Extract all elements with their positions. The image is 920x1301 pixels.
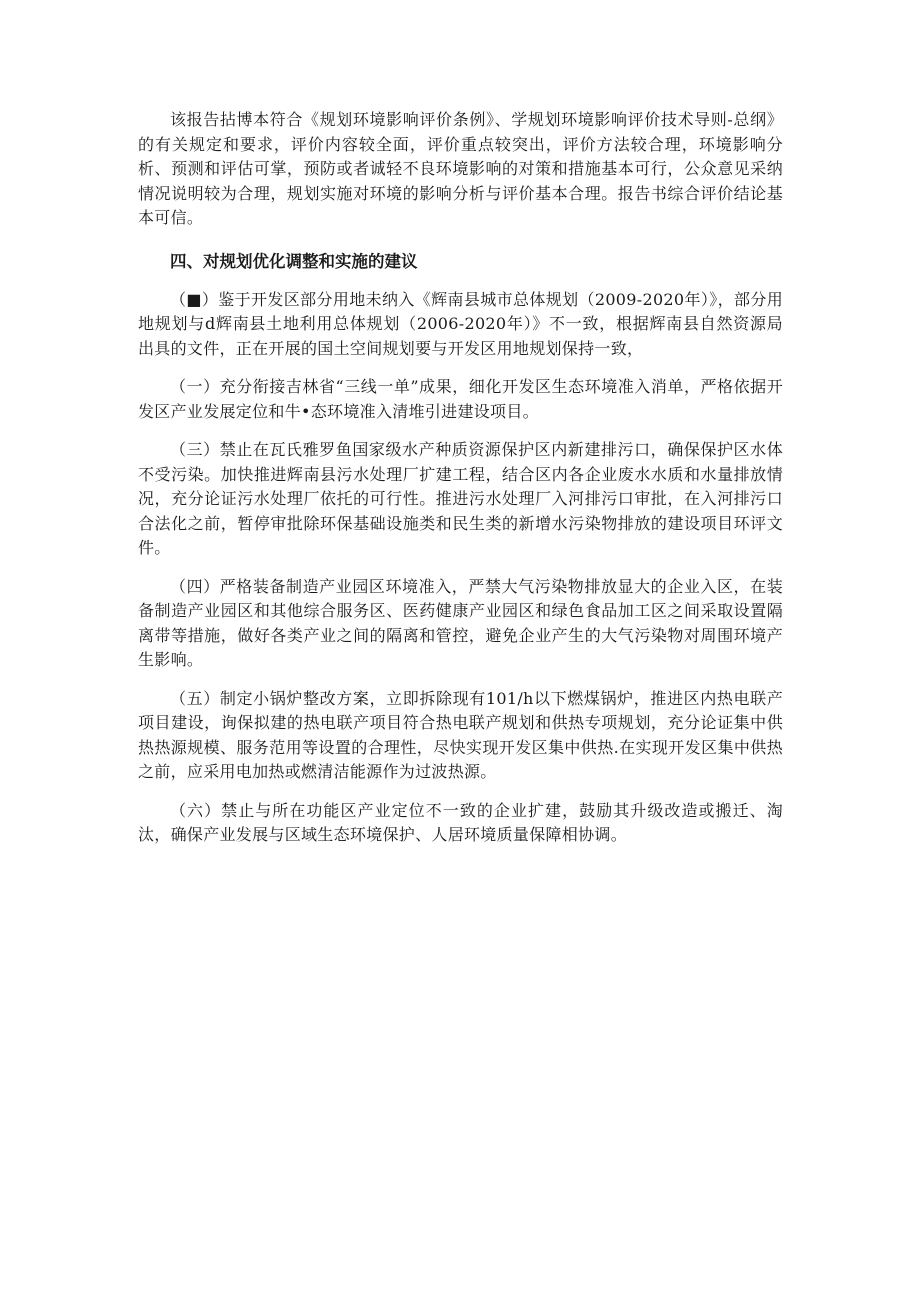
- section-heading: 四、对规划优化调整和实施的建议: [170, 251, 418, 271]
- suggestion-item-1: （一）充分衔接吉林省“三线一单”成果，细化开发区生态环境准入消单，严格依据开发区产业发展定位和牛•态环境准入清堆引进建设项目。: [138, 377, 783, 421]
- suggestion-item-3: （三）禁止在瓦氏雅罗鱼国家级水产种质资源保护区内新建排污口，确保保护区水体不受污染。加快推进辉南县污水处理厂扩建工程，结合区内各企业废水水质和水量排放情况，充分论证污水处理厂依托的可行性。推进污水处理厂入河排污口审批，在入河排污口合法化之前，暂停审批除环保基础设施类和民生类的新增水污染物排放的建设项目环评文件。: [138, 440, 783, 557]
- intro-paragraph: 该报告拈博本符合《规划环境影响评价条例》、学规划环境影响评价技术导则-总纲》的有关规定和要求，评价内容较全面，评价重点较突出，评价方法较合理，环境影响分析、预测和评估可掌，预防或者诚轻不良环境影响的对策和措施基本可行，公众意见采纳情况说明较为合理，规划实施对环境的影响分析与评价基本合理。报告书综合评价结论基本可信。: [138, 110, 783, 227]
- document-page: [138, 108, 783, 848]
- suggestion-item-4: （四）严格装备制造产业园区环境准入，严禁大气污染物排放显大的企业入区，在装备制造产业园区和其他综合服务区、医药健康产业园区和绿色食品加工区之间采取设置隔离带等措施，做好各类产业之间的隔离和管控，避免企业产生的大气污染物对周围环境产生影响。: [138, 576, 783, 669]
- suggestion-item-0: （■）鉴于开发区部分用地未纳入《辉南县城市总体规划（2009-2020年）》，部分用地规划与d辉南县土地利用总体规划（2006-2020年）》不一致，根据辉南县自然资源局出具的文件，正在开展的国土空间规划要与开发区用地规划保持一致，: [138, 289, 783, 358]
- suggestion-item-6: （六）禁止与所在功能区产业定位不一致的企业扩建，鼓励其升级改造或搬迁、淘汰，确保产业发展与区域生态环境保护、人居环境质量保障相协调。: [138, 800, 783, 844]
- suggestion-item-5: （五）制定小锅炉整改方案，立即拆除现有101/h以下燃煤锅炉，推进区内热电联产项目建设，询保拟建的热电联产项目符合热电联产规划和供热专项规划，充分论证集中供热热源规模、服务范用等设置的合理性，尽快实现开发区集中供热.在实现开发区集中供热之前，应采用电加热或燃清洁能源作为过波热源。: [138, 688, 783, 781]
